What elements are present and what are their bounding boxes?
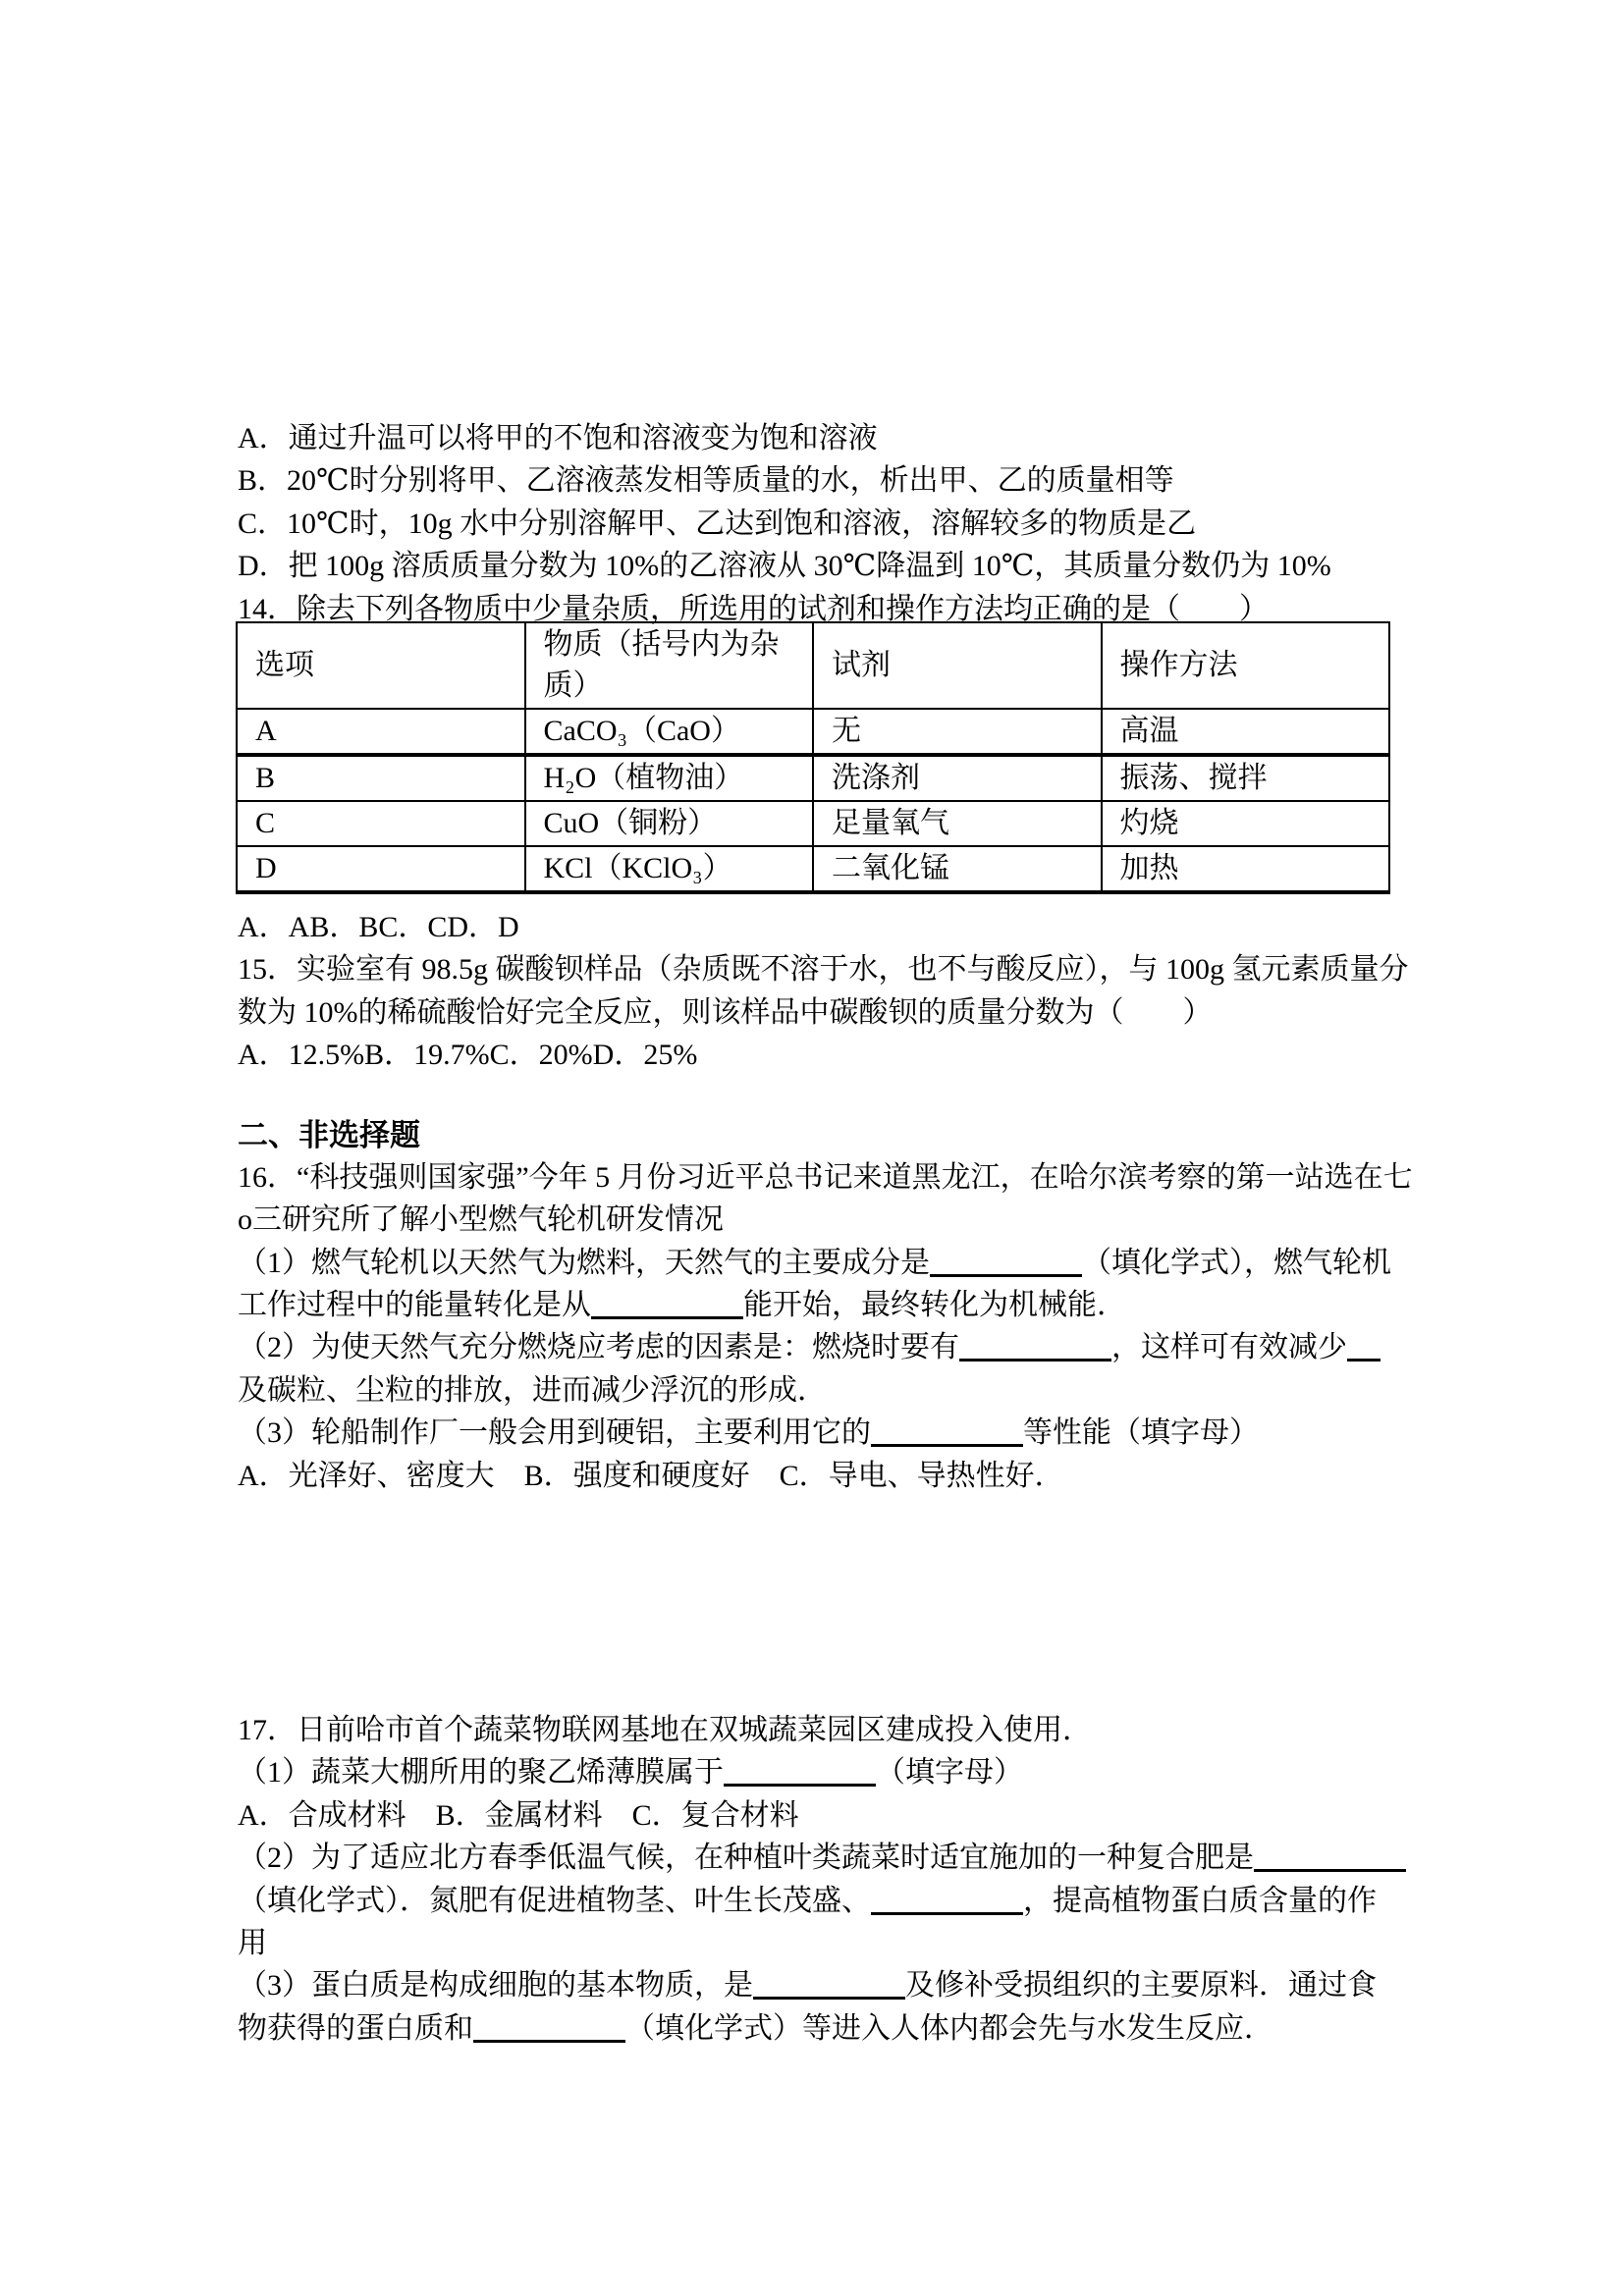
q17-part2-line1 [238, 1837, 1402, 1879]
text-segment: 工作过程中的能量转化是从 [238, 1289, 591, 1322]
q13-option-b: B．20℃时分别将甲、乙溶液蒸发相等质量的水，析出甲、乙的质量相等 [238, 464, 1174, 498]
q16-part2-line1 [238, 1326, 1402, 1368]
q16-stem-line2: o三研究所了解小型燃气轮机研发情况 [238, 1203, 724, 1237]
q14-row-b-option: B [237, 755, 525, 801]
answer-blank [959, 1359, 1111, 1362]
q16-part2-line2: 及碳粒、尘粒的排放，进而减少浮沉的形成． [238, 1373, 827, 1407]
answer-blank [871, 1444, 1023, 1447]
answer-blank [1254, 1869, 1406, 1872]
text-segment: （填化学式）等进入人体内都会先与水发生反应． [625, 2011, 1273, 2045]
q17-part1-line [238, 1751, 1402, 1793]
q17-part2-line3: 用 [238, 1926, 267, 1959]
q14-row-d-method: 加热 [1102, 846, 1390, 892]
answer-blank [473, 2040, 625, 2043]
q17-part2-line2 [238, 1880, 1402, 1922]
q14-row-a-method: 高温 [1102, 709, 1390, 755]
q14-header-option: 选项 [237, 622, 525, 709]
text-segment: 能开始，最终转化为机械能． [743, 1289, 1126, 1322]
text-segment: （填化学式）．氮肥有促进植物茎、叶生长茂盛、 [238, 1884, 871, 1917]
text-segment: 等性能（填字母） [1023, 1416, 1259, 1450]
q14-table-header-row [237, 622, 1389, 709]
q13-option-c: C．10℃时，10g 水中分别溶解甲、乙达到饱和溶液，溶解较多的物质是乙 [238, 507, 1197, 540]
q16-part3-line [238, 1412, 1402, 1454]
q14-header-substance: 物质（括号内为杂质） [525, 622, 814, 709]
text-segment: ，这样可有效减少 [1111, 1331, 1347, 1364]
text-segment: ，提高植物蛋白质含量的作 [1023, 1884, 1377, 1917]
q16-options: A．光泽好、密度大 B．强度和硬度好 C．导电、导热性好． [238, 1459, 1064, 1492]
table-row [237, 846, 1389, 892]
q14-header-reagent: 试剂 [813, 622, 1102, 709]
table-row [237, 755, 1389, 801]
answer-blank [871, 1912, 1023, 1915]
q14-answer-options: A．AB．BC．CD．D [238, 910, 519, 943]
q14-row-a-substance: CaCO₃（CaO） [525, 709, 814, 755]
q14-row-b-method: 振荡、搅拌 [1102, 755, 1390, 801]
answer-blank [753, 1997, 905, 2000]
q14-row-c-reagent: 足量氧气 [813, 801, 1102, 846]
q14-header-method: 操作方法 [1102, 622, 1390, 709]
table-row [237, 709, 1389, 755]
q16-stem-line1: 16．“科技强则国家强”今年 5 月份习近平总书记来道黑龙江，在哈尔滨考察的第一站选在七 [238, 1160, 1413, 1194]
section-heading: 二、非选择题 [238, 1117, 420, 1152]
q17-stem: 17．日前哈市首个蔬菜物联网基地在双城蔬菜园区建成投入使用． [238, 1714, 1092, 1747]
answer-blank [724, 1784, 876, 1787]
q15-options: A．12.5%B．19.7%C．20%D．25% [238, 1039, 698, 1072]
text-segment: （填字母） [876, 1756, 1023, 1789]
q14-row-b-reagent: 洗涤剂 [813, 755, 1102, 801]
document-content [238, 417, 1413, 2050]
q17-part3-line2 [238, 2007, 1402, 2050]
answer-blank [591, 1316, 743, 1319]
q13-option-d: D．把 100g 溶质质量分数为 10%的乙溶液从 30℃降温到 10℃，其质量分数仍为 10% [238, 550, 1331, 583]
q14-row-a-reagent: 无 [813, 709, 1102, 755]
q14-row-c-substance: CuO（铜粉） [525, 801, 814, 846]
text-segment: （3）蛋白质是构成细胞的基本物质，是 [238, 1969, 753, 2002]
q14-row-c-method: 灼烧 [1102, 801, 1390, 846]
q16-part1-line1 [238, 1242, 1402, 1284]
q14-row-d-reagent: 二氧化锰 [813, 846, 1102, 892]
table-row [237, 801, 1389, 846]
text-segment: 物获得的蛋白质和 [238, 2011, 473, 2045]
text-segment: （1）燃气轮机以天然气为燃料，天然气的主要成分是 [238, 1246, 930, 1279]
text-segment: （填化学式），燃气轮机 [1082, 1246, 1391, 1279]
q14-row-c-option: C [237, 801, 525, 846]
q15-stem-line1: 15．实验室有 98.5g 碳酸钡样品（杂质既不溶于水，也不与酸反应），与 100g 氢元素质量分 [238, 953, 1409, 987]
text-segment: （2）为了适应北方春季低温气候，在种植叶类蔬菜时适宜施加的一种复合肥是 [238, 1842, 1254, 1875]
q14-table [236, 621, 1390, 894]
q14-row-d-option: D [237, 846, 525, 892]
answer-blank [1347, 1359, 1380, 1362]
q13-option-a: A．通过升温可以将甲的不饱和溶液变为饱和溶液 [238, 422, 878, 454]
q14-stem: 14．除去下列各物质中少量杂质，所选用的试剂和操作方法均正确的是（ ） [238, 592, 1269, 625]
answer-blank [930, 1274, 1082, 1277]
q17-options: A．合成材料 B．金属材料 C．复合材料 [238, 1798, 799, 1832]
q15-stem-line2: 数为 10%的稀硫酸恰好完全反应，则该样品中碳酸钡的质量分数为（ ） [238, 995, 1213, 1029]
q16-part1-line2 [238, 1284, 1402, 1326]
text-segment: 及修补受损组织的主要原料．通过食 [905, 1969, 1377, 2002]
q14-row-b-substance: H₂O（植物油） [525, 755, 814, 801]
text-segment: （3）轮船制作厂一般会用到硬铝，主要利用它的 [238, 1416, 871, 1450]
text-segment: （1）蔬菜大棚所用的聚乙烯薄膜属于 [238, 1756, 724, 1789]
q14-row-d-substance: KCl（KClO₃） [525, 846, 814, 892]
text-segment: （2）为使天然气充分燃烧应考虑的因素是：燃烧时要有 [238, 1331, 959, 1364]
q14-row-a-option: A [237, 709, 525, 755]
q17-part3-line1 [238, 1964, 1402, 2006]
